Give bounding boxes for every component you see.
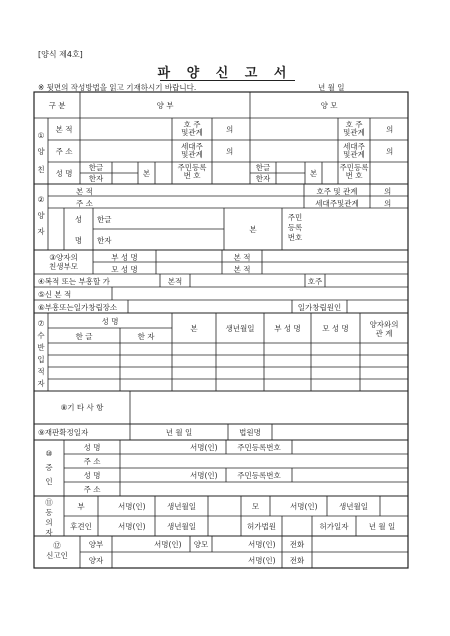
sec11-guardian-birth: 생년월일 bbox=[167, 522, 196, 531]
sec4-bonjeok: 본적 bbox=[167, 277, 183, 286]
sec1-m-ui-1: 의 bbox=[386, 125, 394, 134]
sec11-mother-sign[interactable]: 서명(인) bbox=[290, 502, 318, 511]
sec6-label: ⑥부흥또는일가창립장소 bbox=[38, 303, 118, 312]
sec2-num: ② bbox=[37, 195, 45, 204]
sec2-side-1: 양 bbox=[37, 211, 45, 220]
sec7-side-1: 수 bbox=[37, 331, 45, 340]
sec1-m-ui-2: 의 bbox=[386, 147, 394, 156]
sec4-label: ④복적 또는 부흥할 가 bbox=[38, 277, 110, 286]
sec1-f-sedaeju-rel: 세대주 및관계 bbox=[181, 142, 203, 159]
sec7-bon: 본 bbox=[190, 324, 198, 333]
sec11-father-birth: 생년월일 bbox=[167, 502, 196, 511]
sec1-m-hangeul: 한글 bbox=[255, 163, 271, 172]
sec12-yangbu-sign[interactable]: 서명(인) bbox=[154, 540, 182, 549]
sec11-father-sign[interactable]: 서명(인) bbox=[118, 502, 146, 511]
sec1-bonjeok-label: 본 적 bbox=[55, 125, 73, 134]
sec1-m-hoju-rel: 호 주 및관계 bbox=[343, 120, 365, 137]
sec11-num: ⑪ bbox=[45, 498, 53, 507]
sec2-bonjeok-label: 본 적 bbox=[76, 187, 93, 196]
title-underline bbox=[160, 80, 295, 81]
header-adoptive-father: 양 부 bbox=[156, 101, 174, 110]
sec2-bon: 본 bbox=[249, 225, 257, 234]
sec1-side-2: 친 bbox=[37, 165, 45, 174]
sec7-birth: 생년월일 bbox=[225, 324, 255, 333]
sec9-label: ⑨재판확정일자 bbox=[38, 428, 89, 437]
sec10-name-1: 성 명 bbox=[83, 443, 101, 452]
sec10-jumin-1: 주민등록번호 bbox=[237, 443, 281, 452]
sec12-phone-1: 전화 bbox=[289, 540, 305, 549]
sec1-name-label: 성 명 bbox=[55, 169, 73, 178]
sec11-permit-date: 허가일자 bbox=[319, 522, 349, 531]
sec1-f-bon: 본 bbox=[142, 169, 151, 178]
sec1-f-hangeul: 한글 bbox=[88, 163, 104, 172]
sec10-side-2: 인 bbox=[45, 477, 53, 486]
sec7-relation: 양자와의 관 계 bbox=[369, 320, 399, 338]
sec2-seong: 성 bbox=[74, 215, 83, 224]
sec3-mother-label: 모 성 명 bbox=[111, 265, 138, 274]
sec10-side-1: 증 bbox=[45, 463, 53, 472]
sec11-permit-court: 허가법원 bbox=[247, 522, 276, 531]
sec12-yangja: 양자 bbox=[88, 556, 104, 565]
sec2-jumin: 주민 등록 번호 bbox=[287, 213, 303, 242]
sec7-side-2: 반 bbox=[37, 343, 45, 352]
form-title: 파 양 신 고 서 bbox=[157, 66, 293, 81]
sec10-name-2: 성 명 bbox=[83, 471, 101, 480]
report-date[interactable]: 년 월 일 bbox=[318, 83, 345, 92]
sec3-father-label: 부 성 명 bbox=[111, 253, 138, 262]
sec12-yangmo-sign[interactable]: 서명(인) bbox=[248, 540, 276, 549]
sec2-side-2: 자 bbox=[37, 227, 45, 236]
sec1-m-bon: 본 bbox=[309, 169, 318, 178]
header-type: 구 분 bbox=[48, 101, 66, 110]
sec2-myeong: 명 bbox=[74, 236, 83, 245]
notice-text: ※ 뒷면의 작성방법을 읽고 기재하시기 바랍니다. bbox=[38, 83, 197, 92]
sec11-father-label: 부 bbox=[77, 502, 85, 511]
sec2-hoju-rel: 호주 및 관계 bbox=[316, 187, 358, 196]
header-adoptive-mother: 양 모 bbox=[320, 101, 338, 110]
sec1-m-jumin: 주민등록 번 호 bbox=[339, 163, 369, 180]
sec9-date[interactable]: 년 월 일 bbox=[165, 428, 193, 437]
sec12-label: 신고인 bbox=[46, 551, 68, 560]
sec2-sedaeju-rel: 세대주및관계 bbox=[315, 199, 359, 208]
sec2-ui-2: 의 bbox=[384, 199, 392, 208]
sec11-mother-label: 모 bbox=[251, 502, 260, 511]
sec11-side-3: 자 bbox=[45, 528, 53, 537]
sec2-hangeul: 한글 bbox=[97, 215, 112, 224]
sec10-sign-2[interactable]: 서명(인) bbox=[190, 471, 218, 480]
sec10-jumin-2: 주민등록번호 bbox=[237, 471, 281, 480]
sec2-hanja: 한자 bbox=[97, 236, 112, 245]
form-number: [양식 제4호] bbox=[38, 50, 83, 59]
sec1-f-ui-1: 의 bbox=[226, 125, 234, 134]
sec1-address-label: 주 소 bbox=[55, 147, 73, 156]
sec3-f-bonjeok: 본 적 bbox=[233, 253, 251, 262]
sec7-father: 부 성 명 bbox=[274, 324, 301, 333]
sec6-ilga: 일가창립원인 bbox=[297, 303, 342, 312]
sec10-address-2: 주 소 bbox=[83, 485, 101, 494]
sec7-hangeul: 한 글 bbox=[75, 332, 93, 341]
sec7-hanja: 한 자 bbox=[137, 332, 155, 341]
sec7-num: ⑦ bbox=[37, 319, 45, 328]
sec7-mother: 모 성 명 bbox=[322, 324, 349, 333]
sec3-m-bonjeok: 본 적 bbox=[233, 265, 251, 274]
sec1-side-1: 양 bbox=[37, 147, 45, 156]
sec7-side-4: 적 bbox=[37, 367, 45, 376]
sec1-f-jumin: 주민등록 번 호 bbox=[177, 163, 207, 180]
sec7-side-5: 자 bbox=[37, 379, 45, 388]
sec12-num: ⑫ bbox=[53, 541, 61, 550]
sec8-label: ⑧기 타 사 항 bbox=[60, 403, 104, 412]
sec11-side-2: 의 bbox=[45, 518, 53, 527]
sec2-address-label: 주 소 bbox=[76, 199, 93, 208]
sec1-f-hoju-rel: 호 주 및관계 bbox=[181, 120, 203, 137]
sec2-ui-1: 의 bbox=[384, 187, 392, 196]
sec11-guardian-label: 후견인 bbox=[70, 522, 92, 531]
sec12-yangmo: 양모 bbox=[193, 540, 209, 549]
sec11-mother-birth: 생년월일 bbox=[339, 502, 368, 511]
sec1-m-sedaeju-rel: 세대주 및관계 bbox=[343, 142, 365, 159]
sec10-address-1: 주 소 bbox=[83, 457, 101, 466]
sec12-phone-2: 전화 bbox=[289, 556, 305, 565]
sec1-f-ui-2: 의 bbox=[226, 147, 234, 156]
sec7-side-3: 입 bbox=[37, 355, 45, 364]
sec12-yangbu: 양부 bbox=[88, 540, 104, 549]
sec4-hoju: 호주 bbox=[307, 277, 323, 286]
sec5-label: ⑤신 본 적 bbox=[38, 290, 72, 299]
sec7-name-header: 성 명 bbox=[101, 317, 119, 326]
sec10-sign-1[interactable]: 서명(인) bbox=[190, 443, 218, 452]
sec11-side-1: 동 bbox=[45, 508, 53, 517]
sec9-court: 법원명 bbox=[239, 428, 261, 437]
sec3-label: ③양자의 친생부모 bbox=[49, 253, 78, 271]
sec10-num: ⑩ bbox=[45, 449, 53, 458]
sec12-yangja-sign[interactable]: 서명(인) bbox=[248, 556, 276, 565]
sec1-m-hanja: 한자 bbox=[255, 174, 271, 183]
sec11-date[interactable]: 년 월 일 bbox=[368, 522, 396, 531]
sec1-f-hanja: 한자 bbox=[88, 174, 104, 183]
sec11-guardian-sign[interactable]: 서명(인) bbox=[118, 522, 146, 531]
sec1-num: ① bbox=[37, 131, 45, 140]
